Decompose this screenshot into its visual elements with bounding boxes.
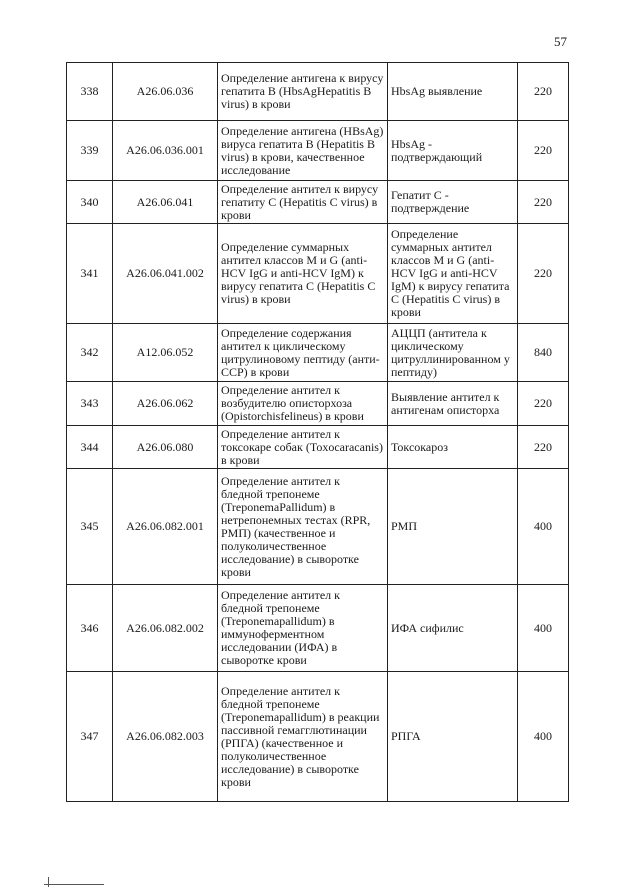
service-price: 220 — [518, 382, 569, 426]
service-name: Определение антител к бледной трепонеме (Treponemapallidum) в иммуноферментном исследовании (ИФА) в сыворотке крови — [218, 585, 388, 672]
service-price: 220 — [518, 181, 569, 224]
service-name: Определение антител к возбудителю описторхоза (Opistorchisfelineus) в крови — [218, 382, 388, 426]
service-code: A26.06.041 — [113, 181, 218, 224]
bottom-margin-tick — [48, 877, 49, 887]
table-row — [67, 585, 569, 672]
service-code: A12.06.052 — [113, 324, 218, 382]
service-name: Определение антител к вирусу гепатиту C (Hepatitis C virus) в крови — [218, 181, 388, 224]
service-short-name: Выявление антител к антигенам описторха — [388, 382, 518, 426]
service-short-name: РПГА — [388, 672, 518, 802]
row-number: 346 — [67, 585, 113, 672]
row-number: 342 — [67, 324, 113, 382]
service-short-name: АЦЦП (антитела к циклическому цитруллинированном у пептиду) — [388, 324, 518, 382]
table-row — [67, 63, 569, 121]
service-short-name: ИФА сифилис — [388, 585, 518, 672]
table-row — [67, 382, 569, 426]
service-code: A26.06.036 — [113, 63, 218, 121]
service-short-name: РМП — [388, 469, 518, 585]
service-short-name: Определение суммарных антител классов M и G (anti-HCV IgG и anti-HCV IgM) к вирусу гепатита C (Hepatitis C virus) в крови — [388, 224, 518, 324]
service-price: 220 — [518, 224, 569, 324]
table-row — [67, 324, 569, 382]
service-code: A26.06.082.002 — [113, 585, 218, 672]
row-number: 340 — [67, 181, 113, 224]
service-price: 400 — [518, 469, 569, 585]
row-number: 345 — [67, 469, 113, 585]
service-price: 400 — [518, 672, 569, 802]
service-short-name: HbsAg - подтверждающий — [388, 121, 518, 181]
service-price: 840 — [518, 324, 569, 382]
service-name: Определение антигена (HBsAg) вируса гепатита B (Hepatitis B virus) в крови, качественное исследование — [218, 121, 388, 181]
table-row — [67, 181, 569, 224]
table-row — [67, 121, 569, 181]
service-code: A26.06.062 — [113, 382, 218, 426]
service-price: 400 — [518, 585, 569, 672]
row-number: 344 — [67, 426, 113, 469]
service-name: Определение содержания антител к циклическому цитрулиновому пептиду (анти-CCP) в крови — [218, 324, 388, 382]
service-short-name: Токсокароз — [388, 426, 518, 469]
service-name: Определение суммарных антител классов M и G (anti-HCV IgG и anti-HCV IgM) к вирусу гепатита C (Hepatitis C virus) в крови — [218, 224, 388, 324]
row-number: 339 — [67, 121, 113, 181]
service-price: 220 — [518, 426, 569, 469]
service-code: A26.06.041.002 — [113, 224, 218, 324]
service-short-name: HbsAg выявление — [388, 63, 518, 121]
service-code: A26.06.082.001 — [113, 469, 218, 585]
row-number: 341 — [67, 224, 113, 324]
table-row — [67, 224, 569, 324]
page-number: 57 — [554, 34, 567, 49]
service-code: A26.06.082.003 — [113, 672, 218, 802]
service-price: 220 — [518, 63, 569, 121]
row-number: 343 — [67, 382, 113, 426]
service-name: Определение антигена к вирусу гепатита B (HbsAgHepatitis B virus) в крови — [218, 63, 388, 121]
row-number: 338 — [67, 63, 113, 121]
service-name: Определение антител к бледной трепонеме (TreponemaPallidum) в нетрепонемных тестах (RPR, РМП) (качественное и полуколичественное исследование) в сыворотке крови — [218, 469, 388, 585]
service-code: A26.06.036.001 — [113, 121, 218, 181]
service-price: 220 — [518, 121, 569, 181]
table-row — [67, 426, 569, 469]
services-price-table — [66, 62, 569, 802]
service-name: Определение антител к токсокаре собак (Toxocaracanis) в крови — [218, 426, 388, 469]
row-number: 347 — [67, 672, 113, 802]
service-short-name: Гепатит С - подтверждение — [388, 181, 518, 224]
table-row — [67, 469, 569, 585]
bottom-margin-mark — [44, 884, 104, 885]
service-name: Определение антител к бледной трепонеме (Treponemapallidum) в реакции пассивной гемагглютинации (РПГА) (качественное и полуколичественное исследование) в сыворотке крови — [218, 672, 388, 802]
table-row — [67, 672, 569, 802]
service-code: A26.06.080 — [113, 426, 218, 469]
